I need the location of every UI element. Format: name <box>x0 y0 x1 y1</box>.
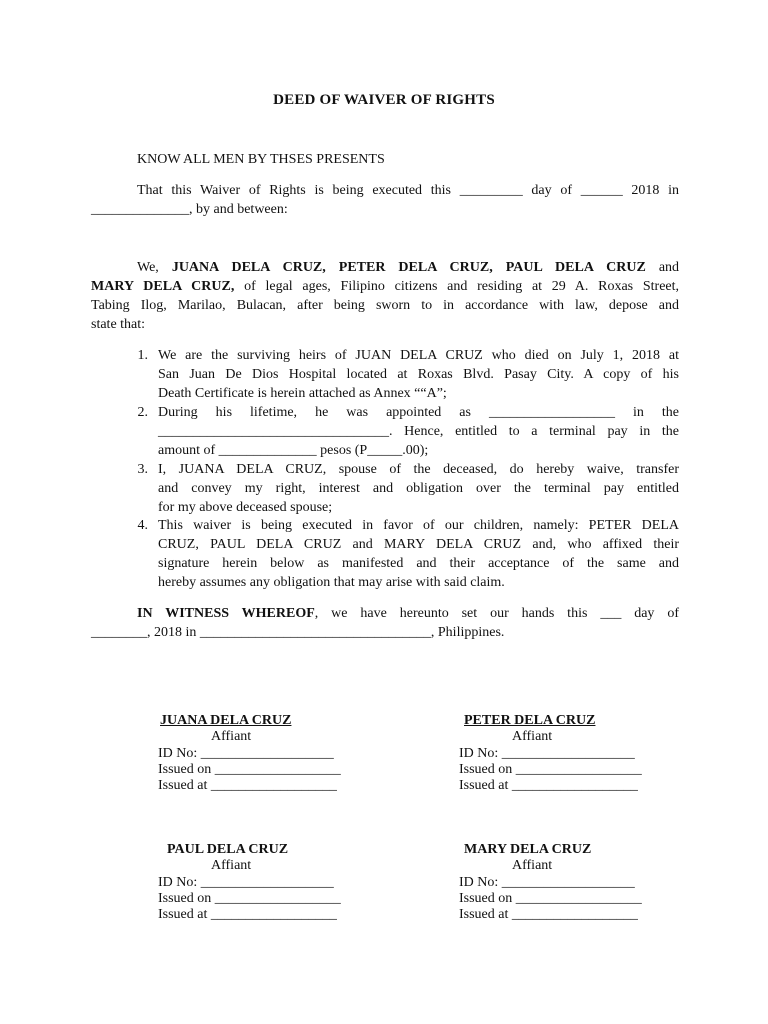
issued-on-field: Issued on __________________ <box>158 891 341 906</box>
signatory-role: Affiant <box>211 729 252 744</box>
and-text: and <box>658 260 680 275</box>
id-number-field: ID No: ___________________ <box>459 746 635 761</box>
id-number-field: ID No: ___________________ <box>459 875 635 890</box>
item-3-line-2: and convey my right, interest and obligation over the terminal pay entitled <box>158 481 679 496</box>
party-name-peter: PETER DELA CRUZ, <box>338 260 493 275</box>
item-3-line-1: I, JUANA DELA CRUZ, spouse of the deceased, do hereby waive, transfer <box>158 462 679 477</box>
item-2-line-2: _________________________________. Hence, entitled to a terminal pay in the <box>158 424 679 439</box>
witness-line-1 <box>137 604 679 623</box>
item-number: 1. <box>137 348 148 363</box>
witness-line-2: ________, 2018 in _________________________________, Philippines. <box>91 625 505 640</box>
signatory-role: Affiant <box>211 858 252 873</box>
party-name-paul: PAUL DELA CRUZ <box>505 260 646 275</box>
document-title: DEED OF WAIVER OF RIGHTS <box>273 92 495 108</box>
signatory-name: PAUL DELA CRUZ <box>167 842 289 857</box>
item-number: 3. <box>137 462 148 477</box>
witness-heading: IN WITNESS WHEREOF <box>137 606 315 621</box>
issued-at-field: Issued at __________________ <box>459 778 638 793</box>
item-2-line-3: amount of ______________ pesos (P_____.00); <box>158 443 429 458</box>
signatory-role: Affiant <box>512 858 553 873</box>
issued-at-field: Issued at __________________ <box>158 778 337 793</box>
item-number: 2. <box>137 405 148 420</box>
item-1-line-1: We are the surviving heirs of JUAN DELA CRUZ who died on July 1, 2018 at <box>158 348 679 363</box>
issued-on-field: Issued on __________________ <box>459 762 642 777</box>
parties-line-1 <box>137 258 679 277</box>
signatory-name: JUANA DELA CRUZ <box>160 713 292 728</box>
item-4-line-3: signature herein below as manifested and their acceptance of the same and <box>158 556 679 571</box>
issued-at-field: Issued at __________________ <box>158 907 337 922</box>
id-number-field: ID No: ___________________ <box>158 875 334 890</box>
party-name-mary: MARY DELA CRUZ, <box>91 279 235 294</box>
item-number: 4. <box>137 518 148 533</box>
parties-line-3: Tabing Ilog, Marilao, Bulacan, after being sworn to in accordance with law, depose and <box>91 298 679 313</box>
item-4-line-1: This waiver is being executed in favor of our children, namely: PETER DELA <box>158 518 679 533</box>
opening-line-1: That this Waiver of Rights is being executed this _________ day of ______ 2018 in <box>137 183 679 198</box>
signatory-name: PETER DELA CRUZ <box>464 713 596 728</box>
witness-line-1-rest: , we have hereunto set our hands this ___ day of <box>314 606 679 621</box>
item-2-line-1: During his lifetime, he was appointed as __________________ in the <box>158 405 679 420</box>
issued-on-field: Issued on __________________ <box>158 762 341 777</box>
issued-at-field: Issued at __________________ <box>459 907 638 922</box>
signatory-role: Affiant <box>512 729 553 744</box>
issued-on-field: Issued on __________________ <box>459 891 642 906</box>
item-1-line-3: Death Certificate is herein attached as Annex ““A”; <box>158 386 447 401</box>
item-4-line-4: hereby assumes any obligation that may arise with said claim. <box>158 575 505 590</box>
parties-line-2 <box>91 277 679 296</box>
parties-line-2-rest: of legal ages, Filipino citizens and residing at 29 A. Roxas Street, <box>244 279 680 294</box>
item-3-line-3: for my above deceased spouse; <box>158 500 333 515</box>
item-1-line-2: San Juan De Dios Hospital located at Roxas Blvd. Pasay City. A copy of his <box>158 367 679 382</box>
signatory-name: MARY DELA CRUZ <box>464 842 592 857</box>
opening-line-2: ______________, by and between: <box>91 202 288 217</box>
intro-line: KNOW ALL MEN BY THSES PRESENTS <box>137 152 385 167</box>
we-text: We, <box>137 260 159 275</box>
id-number-field: ID No: ___________________ <box>158 746 334 761</box>
item-4-line-2: CRUZ, PAUL DELA CRUZ and MARY DELA CRUZ and, who affixed their <box>158 537 679 552</box>
party-name-juana: JUANA DELA CRUZ, <box>171 260 326 275</box>
parties-line-4: state that: <box>91 317 146 332</box>
